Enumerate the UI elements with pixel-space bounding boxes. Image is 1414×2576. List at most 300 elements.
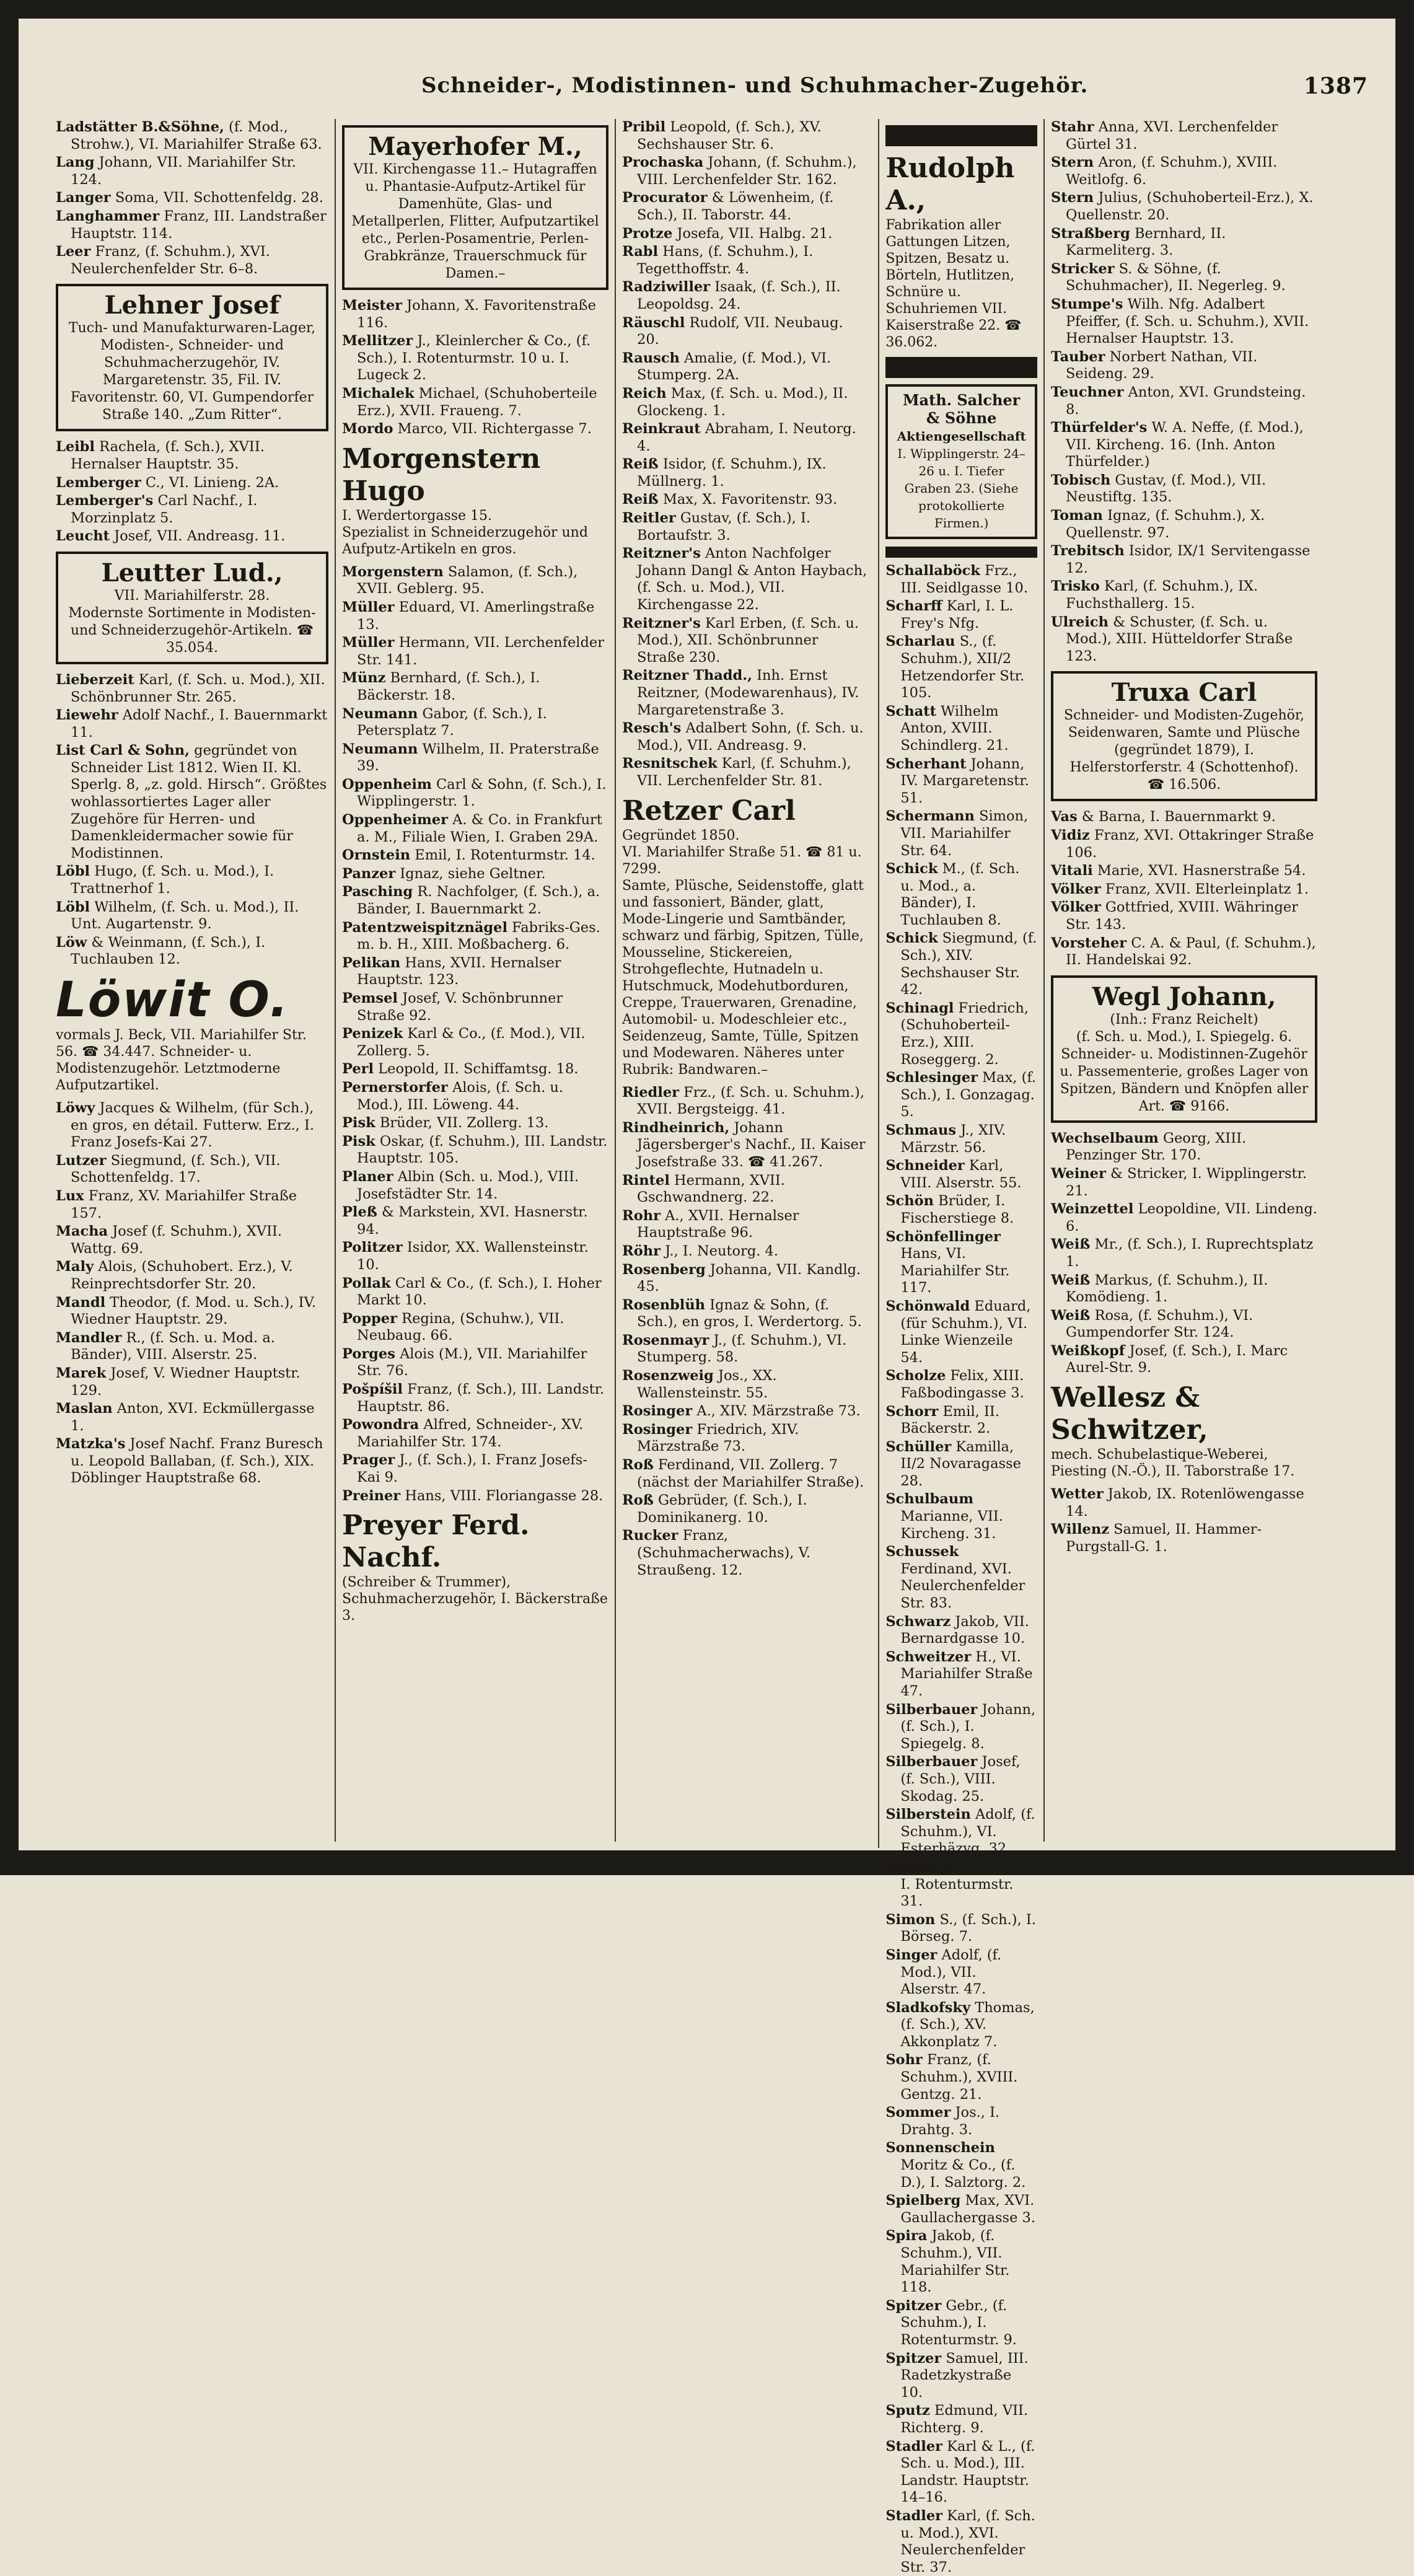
listing-name: Räuschl bbox=[622, 314, 685, 331]
listing-entry bbox=[342, 920, 608, 954]
advertisement-subtitle: Aktiengesellschaft bbox=[897, 429, 1026, 444]
listing-details: Rudolf, VII. Neubaug. 20. bbox=[637, 314, 843, 348]
listing-name: Schick bbox=[885, 930, 938, 947]
advertisement-title: Rudolph A., bbox=[885, 152, 1015, 216]
listing-entry bbox=[622, 1528, 869, 1579]
listing-entry bbox=[342, 741, 608, 775]
listing-name: Maslan bbox=[56, 1400, 113, 1417]
listing-name: Patentzweispitznägel bbox=[342, 919, 508, 936]
listing-entry bbox=[885, 2228, 1037, 2296]
listing-name: Völker bbox=[1051, 881, 1101, 897]
listing-name: Röhr bbox=[622, 1242, 661, 1259]
advertisement-block bbox=[342, 1510, 608, 1624]
listing-entry bbox=[1051, 1343, 1317, 1377]
listing-entry bbox=[342, 599, 608, 633]
listing-entry bbox=[56, 1400, 328, 1435]
listing-name: Stadler bbox=[885, 2507, 942, 2524]
advertisement-text: I. Werdertorgasse 15. bbox=[342, 508, 493, 524]
listing-details: Isaak, (f. Sch.), II. Leopoldsg. 24. bbox=[637, 279, 841, 312]
listing-details: Julius, (Schuhoberteil-Erz.), X. Quellenstr. 20. bbox=[1066, 190, 1314, 223]
column-3-right bbox=[878, 119, 1037, 2575]
listing-details: Friedrich, XIV. Märzstraße 73. bbox=[637, 1421, 799, 1455]
advertisement-title: Wellesz & Schwitzer, bbox=[1051, 1382, 1208, 1446]
listing-entry bbox=[885, 2438, 1037, 2507]
listing-entry bbox=[1051, 1272, 1317, 1306]
listing-details: Hans, (f. Schuhm.), I. Tegetthoffstr. 4. bbox=[637, 244, 814, 277]
listing-entry bbox=[1051, 1486, 1317, 1520]
listing-entry bbox=[622, 545, 869, 613]
listing-details: Hans, VIII. Floriangasse 28. bbox=[405, 1487, 604, 1504]
listing-details: Franz, XVII. Elterleinplatz 1. bbox=[1105, 881, 1309, 897]
listing-name: Pisk bbox=[342, 1133, 375, 1150]
decorative-bar bbox=[885, 547, 1037, 558]
listing-details: gegründet von Schneider List 1812. Wien II. Kl. Sperlg. 8, „z. gold. Hirsch“. Größtes wohlassortiertes Lager aller Zugehöre für Herren- und Damenkleidermacher sowie für Modistinnen. bbox=[71, 742, 327, 861]
listing-details: Josef, V. Schönbrunner Straße 92. bbox=[357, 990, 563, 1024]
listing-details: Wilh. Nfg. Adalbert Pfeiffer, (f. Sch. u. Schuhm.), XVII. Hernalser Hauptstr. 13. bbox=[1066, 296, 1309, 347]
listing-entry bbox=[885, 1491, 1037, 1542]
advertisement-text: Tuch- und Manufakturwaren-Lager, Modisten-, Schneider- und Schuhmacherzugehör, IV. Margaretenstr. 35, Fil. IV. Favoritenstr. 60, VI. Gumpendorfer Straße 140. „Zum Ritter“. bbox=[68, 320, 316, 423]
listing-name: Weiß bbox=[1051, 1236, 1091, 1253]
listing-name: Schüller bbox=[885, 1438, 952, 1455]
listing-details: Friedrich, (Schuhoberteil-Erz.), XIII. Roseggerg. 2. bbox=[900, 1000, 1029, 1068]
listing-details: Josef, (f. Sch.), VIII. Skodag. 25. bbox=[900, 1754, 1021, 1805]
listing-entry bbox=[56, 154, 328, 188]
listing-name: Rausch bbox=[622, 349, 680, 366]
listing-entry bbox=[885, 1614, 1037, 1648]
listing-entry bbox=[1051, 543, 1317, 577]
listing-entry bbox=[885, 1912, 1037, 1946]
listing-details: Jos., I. Drahtg. 3. bbox=[900, 2104, 1000, 2138]
listing-details: Brüder, I. Fischerstiege 8. bbox=[900, 1193, 1014, 1226]
listing-name: Ladstätter B.&Söhne, bbox=[56, 119, 224, 135]
listing-name: Schneider bbox=[885, 1158, 965, 1174]
listing-entry bbox=[1051, 1166, 1317, 1200]
listing-details: Salamon, (f. Sch.), XVII. Geblerg. 95. bbox=[357, 563, 578, 597]
listing-entry bbox=[56, 899, 328, 933]
listing-entry bbox=[56, 1365, 328, 1399]
listing-name: Straßberg bbox=[1051, 225, 1130, 242]
listing-entry bbox=[56, 1436, 328, 1487]
listing-details: Isidor, (f. Schuhm.), IX. Müllnerg. 1. bbox=[637, 456, 827, 490]
listing-details: H., VI. Mariahilfer Straße 47. bbox=[900, 1648, 1033, 1699]
listing-entry bbox=[342, 776, 608, 811]
listing-name: Neumann bbox=[342, 741, 418, 757]
listing-name: Schinagl bbox=[885, 1000, 954, 1016]
listing-details: J., Kleinlercher & Co., (f. Sch.), I. Rotenturmstr. 10 u. I. Lugeck 2. bbox=[357, 333, 591, 384]
listing-entry bbox=[342, 1026, 608, 1060]
column-divider bbox=[335, 119, 336, 1842]
listing-entry bbox=[622, 1262, 869, 1296]
listing-details: Amalie, (f. Mod.), VI. Stumperg. 2A. bbox=[637, 349, 832, 384]
listing-name: Rindheinrich, bbox=[622, 1119, 730, 1136]
listing-details: Norbert Nathan, VII. Seideng. 29. bbox=[1066, 348, 1258, 382]
listing-details: Anton, XVI. Eckmüllergasse 1. bbox=[71, 1400, 315, 1434]
decorative-bar bbox=[885, 125, 1037, 146]
listing-entry bbox=[342, 385, 608, 420]
listing-name: Langer bbox=[56, 190, 111, 206]
listing-entry bbox=[1051, 827, 1317, 861]
listing-details: Mr., (f. Sch.), I. Ruprechtsplatz 1. bbox=[1066, 1236, 1314, 1270]
listing-details: A., XVII. Hernalser Hauptstraße 96. bbox=[637, 1207, 799, 1241]
listing-entry bbox=[1051, 863, 1317, 880]
listing-name: Preiner bbox=[342, 1487, 401, 1504]
listing-entry bbox=[622, 1208, 869, 1242]
listing-details: Ignaz, (f. Schuhm.), X. Quellenstr. 97. bbox=[1066, 508, 1265, 541]
listing-name: Schweitzer bbox=[885, 1648, 972, 1665]
listing-details: Abraham, I. Neutorg. 4. bbox=[637, 421, 856, 454]
listing-entry bbox=[342, 564, 608, 598]
listing-name: Stumpe's bbox=[1051, 296, 1123, 312]
listing-entry bbox=[56, 1100, 328, 1151]
listing-name: Münz bbox=[342, 670, 386, 687]
listing-name: Reiß bbox=[622, 491, 659, 508]
listing-entry bbox=[885, 703, 1037, 755]
listing-entry bbox=[885, 1193, 1037, 1227]
listing-entry bbox=[1051, 1130, 1317, 1164]
listing-name: Pisk bbox=[342, 1115, 375, 1132]
advertisement-box bbox=[885, 384, 1037, 539]
listing-details: Michael, (Schuhoberteile Erz.), XVII. Fraueng. 7. bbox=[357, 385, 597, 419]
listing-entry bbox=[56, 742, 328, 862]
listing-details: Jakob, (f. Schuhm.), VII. Mariahilfer Str. 118. bbox=[900, 2228, 1010, 2296]
advertisement-title: Löwit O. bbox=[56, 972, 289, 1028]
listing-details: Josef, VII. Andreasg. 11. bbox=[114, 528, 286, 545]
listing-name: Sladkofsky bbox=[885, 1999, 971, 2016]
listing-name: Wetter bbox=[1051, 1486, 1104, 1503]
listing-entry bbox=[885, 2508, 1037, 2576]
advertisement-block bbox=[1051, 1382, 1317, 1480]
listing-entry bbox=[622, 119, 869, 153]
listing-entry bbox=[885, 1859, 1037, 1910]
advertisement-text: VII. Kirchengasse 11.– Hutagraffen u. Phantasie-Aufputz-Artikel für Damenhüte, Glas- und Metallperlen, Flitter, Aufputzartikel etc., Perlen-Posamentrie, Perlen-Grabkränze, Trauerschmuck für Damen.– bbox=[351, 162, 599, 281]
listing-details: Alois, (Schuhobert. Erz.), V. Reinprechtsdorfer Str. 20. bbox=[71, 1259, 293, 1292]
listing-details: C. A. & Paul, (f. Schuhm.), II. Handelskai 92. bbox=[1066, 934, 1316, 969]
listing-name: Mandl bbox=[56, 1294, 106, 1311]
listing-entry bbox=[885, 1368, 1037, 1402]
listing-name: Stricker bbox=[1051, 260, 1115, 277]
listing-name: Schmaus bbox=[885, 1122, 957, 1138]
listing-details: Simon, VII. Mariahilfer Str. 64. bbox=[900, 808, 1029, 859]
listing-name: Spielberg bbox=[885, 2192, 961, 2209]
listing-details: S., (f. Schuhm.), XII/2 Hetzendorfer Str. 105. bbox=[900, 633, 1025, 701]
listing-name: Löw bbox=[56, 934, 87, 951]
listing-name: Mordo bbox=[342, 421, 393, 437]
listing-name: Pošpíšil bbox=[342, 1381, 403, 1398]
listing-name: Procurator bbox=[622, 190, 708, 206]
listing-name: Schönfellinger bbox=[885, 1228, 1001, 1245]
listing-details: Johann, VII. Mariahilfer Str. 124. bbox=[71, 154, 296, 188]
listing-details: J., (f. Schuhm.), VI. Stumperg. 58. bbox=[637, 1332, 847, 1366]
listing-entry bbox=[342, 866, 608, 883]
listing-entry bbox=[342, 1169, 608, 1203]
listing-entry bbox=[622, 190, 869, 224]
listing-name: Reiß bbox=[622, 456, 659, 473]
listing-details: Max, X. Favoritenstr. 93. bbox=[662, 491, 838, 508]
advertisement-text: VII. Mariahilferstr. 28. bbox=[114, 587, 270, 604]
listing-details: Ferdinand, XVI. Neulerchenfelder Str. 83. bbox=[900, 1560, 1025, 1612]
advertisement-text: Schneider- und Modisten-Zugehör, Seidenwaren, Samte und Plüsche (gegründet 1879), I. Helferstorferstr. 4 (Schottenhof). ☎ 16.506. bbox=[1064, 708, 1304, 793]
decorative-bar bbox=[885, 357, 1037, 378]
listing-name: Rabl bbox=[622, 244, 659, 260]
listing-details: J., I. Neutorg. 4. bbox=[665, 1242, 779, 1259]
listing-details: Samuel, II. Hammer-Purgstall-G. 1. bbox=[1066, 1521, 1262, 1555]
listing-details: Gustav, (f. Sch.), I. Bortaufstr. 3. bbox=[637, 510, 811, 543]
listing-details: Thomas, (f. Sch.), XV. Akkonplatz 7. bbox=[900, 1999, 1035, 2050]
listing-name: Vitali bbox=[1051, 863, 1093, 879]
listing-name: Rosenblüh bbox=[622, 1296, 706, 1313]
listing-entry bbox=[885, 1122, 1037, 1156]
listing-entry bbox=[622, 491, 869, 509]
listing-entry bbox=[342, 1488, 608, 1505]
listing-name: Vorsteher bbox=[1051, 934, 1127, 951]
listing-name: Rosinger bbox=[622, 1421, 693, 1438]
listing-entry bbox=[56, 707, 328, 741]
listing-name: Scharff bbox=[885, 598, 942, 615]
listing-entry bbox=[56, 1223, 328, 1257]
listing-name: Pribil bbox=[622, 119, 666, 135]
listing-details: Siegmund, (f. Sch.), VII. Schottenfeldg. 17. bbox=[71, 1152, 281, 1186]
listing-entry bbox=[56, 119, 328, 153]
listing-name: Trisko bbox=[1051, 578, 1100, 595]
listing-name: Rosinger bbox=[622, 1403, 693, 1420]
listing-name: Rintel bbox=[622, 1172, 670, 1189]
listing-details: Leopold, II. Schiffamtsg. 18. bbox=[378, 1061, 579, 1078]
listing-entry bbox=[342, 297, 608, 332]
listing-name: Rosenzweig bbox=[622, 1368, 714, 1384]
listing-details: Leopoldine, VII. Lindeng. 6. bbox=[1066, 1201, 1317, 1234]
listing-name: Schermann bbox=[885, 808, 975, 825]
listing-name: Pollak bbox=[342, 1275, 391, 1291]
listing-entry bbox=[622, 1120, 869, 1171]
listing-name: Simon bbox=[885, 1911, 936, 1928]
listing-details: Gustav, (f. Mod.), VII. Neustiftg. 135. bbox=[1066, 472, 1267, 506]
listing-entry bbox=[622, 154, 869, 188]
listing-details: Bernhard, II. Karmeliterg. 3. bbox=[1066, 225, 1226, 259]
listing-details: Fabriks-Ges. m. b. H., XIII. Moßbacherg. 6. bbox=[357, 919, 600, 953]
listing-name: Weißkopf bbox=[1051, 1342, 1125, 1359]
listing-entry bbox=[342, 812, 608, 846]
listing-details: Franz, (f. Schuhm.), XVI. Neulerchenfelder Str. 6–8. bbox=[71, 244, 270, 277]
listing-name: Sputz bbox=[885, 2402, 930, 2419]
listing-details: Karl, I. L. Frey's Nfg. bbox=[900, 598, 1014, 631]
advertisement-box bbox=[342, 125, 608, 290]
listing-entry bbox=[885, 1754, 1037, 1805]
listing-name: Protze bbox=[622, 225, 673, 242]
listing-entry bbox=[622, 1457, 869, 1491]
listing-entry bbox=[1051, 154, 1317, 188]
listing-details: Gabor, (f. Sch.), I. Petersplatz 7. bbox=[357, 705, 547, 739]
advertisement-text: Modernste Sortimente in Modisten- und Schneiderzugehör-Artikeln. ☎ 35.054. bbox=[68, 605, 316, 656]
listing-entry bbox=[622, 315, 869, 349]
listing-details: Franz, XV. Mariahilfer Straße 157. bbox=[71, 1187, 297, 1221]
listing-entry bbox=[56, 1259, 328, 1293]
listing-name: Pasching bbox=[342, 884, 413, 900]
listing-name: Prager bbox=[342, 1452, 395, 1469]
listing-entry bbox=[885, 563, 1037, 597]
listing-entry bbox=[622, 755, 869, 789]
advertisement-title: Truxa Carl bbox=[1111, 678, 1257, 708]
listing-details: Marie, XVI. Hasnerstraße 54. bbox=[1097, 863, 1306, 879]
listing-name: Silberbauer bbox=[885, 1701, 978, 1718]
listing-entry bbox=[56, 475, 328, 492]
listing-details: Regina, (Schuhw.), VII. Neubaug. 66. bbox=[357, 1310, 564, 1344]
advertisement-block bbox=[622, 795, 869, 1078]
listing-name: Lux bbox=[56, 1187, 84, 1204]
page-number: 1387 bbox=[1303, 73, 1368, 99]
listing-entry bbox=[885, 633, 1037, 701]
listing-name: Matzka's bbox=[56, 1436, 126, 1453]
listing-name: Weiß bbox=[1051, 1307, 1091, 1324]
listing-entry bbox=[885, 1404, 1037, 1438]
column-3 bbox=[622, 119, 1037, 2575]
listing-name: Reinkraut bbox=[622, 421, 701, 437]
listing-entry bbox=[342, 1311, 608, 1345]
listing-entry bbox=[1051, 1236, 1317, 1270]
listing-details: Franz, III. Landstraßer Hauptstr. 114. bbox=[71, 208, 327, 242]
listing-entry bbox=[622, 1172, 869, 1207]
listing-details: Jos., XX. Wallensteinstr. 55. bbox=[637, 1368, 777, 1401]
advertisement-text: Spezialist in Schneiderzugehör und Aufputz-Artikeln en gros. bbox=[342, 524, 588, 557]
listing-details: Karl & L., (f. Sch. u. Mod.), III. Landstr. Hauptstr. 14–16. bbox=[900, 2438, 1035, 2506]
listing-details: C., VI. Linieng. 2A. bbox=[145, 474, 279, 491]
listing-details: Wilhelm, II. Praterstraße 39. bbox=[357, 741, 599, 775]
listing-entry bbox=[1051, 614, 1317, 666]
listing-details: Leopold, (f. Sch.), XV. Sechshauser Str. 6. bbox=[637, 119, 822, 152]
listing-name: Schlesinger bbox=[885, 1070, 978, 1086]
listing-entry bbox=[885, 2140, 1037, 2191]
advertisement-text: (Inh.: Franz Reichelt) bbox=[1110, 1011, 1258, 1027]
listing-entry bbox=[885, 861, 1037, 929]
listing-details: Marianne, VII. Kircheng. 31. bbox=[900, 1508, 1003, 1542]
column-3-left bbox=[622, 119, 869, 1848]
listing-entry bbox=[342, 1239, 608, 1273]
advertisement-text: (f. Sch. u. Mod.), I. Spiegelg. 6. Schneider- u. Modistinnen-Zugehör u. Passementerie, großes Lager von Spitzen, Bändern und Knöpfen aller Art. ☎ 9166. bbox=[1060, 1029, 1309, 1114]
listing-details: R., (f. Sch. u. Mod. a. Bänder), VIII. Alserstr. 25. bbox=[71, 1329, 275, 1363]
listing-details: Ignaz, siehe Geltner. bbox=[400, 865, 546, 882]
listing-entry bbox=[885, 1439, 1037, 1490]
advertisement-text: Fabrikation aller Gattungen Litzen, Spitzen, Besatz u. Börteln, Hutlitzen, Schnüre u. Schuhriemen VII. Kaiserstraße 22. ☎ 36.062. bbox=[885, 218, 1022, 350]
listing-name: Reitzner's bbox=[622, 545, 701, 562]
listing-entry bbox=[56, 1330, 328, 1364]
listing-details: Max, (f. Sch.), I. Gonzagag. 5. bbox=[900, 1070, 1037, 1120]
listing-details: Gottfried, XVIII. Währinger Str. 143. bbox=[1066, 899, 1299, 933]
listing-name: Rosenmayr bbox=[622, 1332, 709, 1348]
listing-details: Franz, (Schuhmacherwachs), V. Straußeng. 12. bbox=[637, 1528, 811, 1578]
listing-details: Isidor, XX. Wallensteinstr. 10. bbox=[357, 1239, 589, 1273]
listing-entry bbox=[56, 528, 328, 545]
listing-name: Perl bbox=[342, 1061, 374, 1078]
advertisement-box bbox=[1051, 975, 1317, 1123]
listing-entry bbox=[622, 456, 869, 490]
listing-name: Schulbaum bbox=[885, 1491, 974, 1508]
listing-name: Schick bbox=[885, 861, 938, 877]
listing-name: Lemberger's bbox=[56, 493, 154, 509]
listing-entry bbox=[1051, 384, 1317, 418]
listing-details: Anton Nachfolger Johann Dangl & Anton Haybach, (f. Sch. u. Mod.), VII. Kirchengasse 22. bbox=[637, 545, 867, 613]
listing-entry bbox=[342, 1346, 608, 1380]
listing-entry bbox=[342, 333, 608, 384]
listing-name: Schussek bbox=[885, 1544, 959, 1560]
listing-details: Edmund, VII. Richterg. 9. bbox=[900, 2402, 1029, 2436]
listing-name: Singer bbox=[885, 1946, 938, 1963]
listing-name: Reitzner Thadd., bbox=[622, 667, 752, 684]
running-header bbox=[421, 73, 1376, 110]
listing-name: Schorr bbox=[885, 1403, 939, 1420]
listing-entry bbox=[1051, 935, 1317, 969]
column-divider bbox=[1043, 119, 1045, 1842]
listing-details: Josef, (f. Sch.), I. Marc Aurel-Str. 9. bbox=[1066, 1342, 1288, 1376]
listing-name: Pelikan bbox=[342, 954, 401, 971]
listing-entry bbox=[622, 720, 869, 754]
listing-details: Frz., III. Seidlgasse 10. bbox=[900, 563, 1028, 596]
column-2 bbox=[342, 119, 608, 1848]
listing-entry bbox=[622, 385, 869, 420]
listing-details: Isidor, IX/1 Servitengasse 12. bbox=[1066, 543, 1311, 576]
listing-name: Tauber bbox=[1051, 348, 1105, 365]
listing-details: Hermann, VII. Lerchenfelder Str. 141. bbox=[357, 635, 604, 668]
listing-details: (f. Mod., Strohw.), VI. Mariahilfer Straße 63. bbox=[71, 119, 322, 152]
listing-details: Wilhelm, (f. Sch. u. Mod.), II. Unt. Augartenstr. 9. bbox=[71, 899, 299, 933]
listing-entry bbox=[56, 493, 328, 527]
listing-details: Karl, (f. Schuhm.), VII. Lerchenfelder Str. 81. bbox=[637, 755, 851, 789]
listing-entry bbox=[622, 226, 869, 243]
listing-details: Alois (M.), VII. Mariahilfer Str. 76. bbox=[357, 1345, 587, 1379]
listing-details: R. Nachfolger, (f. Sch.), a. Bänder, I. Bauernmarkt 2. bbox=[357, 884, 600, 918]
listing-entry bbox=[1051, 349, 1317, 383]
listing-entry bbox=[885, 1158, 1037, 1192]
advertisement-title: Math. Salcher & Söhne bbox=[902, 391, 1021, 427]
listing-entry bbox=[885, 1298, 1037, 1366]
column-4 bbox=[1051, 119, 1317, 1848]
listing-details: Adolf Nachf., I. Bauernmarkt 11. bbox=[71, 707, 328, 741]
listing-name: Mellitzer bbox=[342, 333, 413, 349]
listing-entry bbox=[622, 1403, 869, 1420]
listing-name: Vas bbox=[1051, 809, 1078, 825]
listing-name: Rohr bbox=[622, 1207, 661, 1224]
listing-entry bbox=[56, 190, 328, 207]
listing-details: Oskar, (f. Schuhm.), III. Landstr. Hauptstr. 105. bbox=[357, 1133, 608, 1167]
listing-name: Mandler bbox=[56, 1329, 122, 1346]
listing-name: Weinzettel bbox=[1051, 1201, 1134, 1218]
listing-details: Adolf, (f. Schuhm.), VI. Esterhäzyg. 32. bbox=[900, 1806, 1035, 1857]
listing-name: Stern bbox=[1051, 190, 1094, 206]
listing-entry bbox=[885, 1649, 1037, 1700]
listing-entry bbox=[1051, 420, 1317, 471]
listing-details: Frz., (f. Sch. u. Schuhm.), XVII. Bergsteigg. 41. bbox=[637, 1084, 864, 1118]
listing-name: Marek bbox=[56, 1365, 107, 1381]
advertisement-title: Wegl Johann, bbox=[1092, 982, 1276, 1011]
advertisement-box bbox=[1051, 671, 1317, 801]
listing-entry bbox=[342, 1275, 608, 1309]
listing-details: Karl, (f. Sch. u. Mod.), XII. Schönbrunner Str. 265. bbox=[71, 671, 325, 705]
listing-entry bbox=[1051, 1308, 1317, 1342]
listing-name: Roß bbox=[622, 1492, 654, 1509]
listing-name: Schönwald bbox=[885, 1298, 970, 1314]
listing-details: Brüder, VII. Zollerg. 13. bbox=[379, 1115, 549, 1132]
listing-entry bbox=[342, 990, 608, 1024]
listing-details: Anna, XVI. Lerchenfelder Gürtel 31. bbox=[1066, 119, 1278, 152]
listing-details: Emil, I. Rotenturmstr. 14. bbox=[415, 847, 595, 864]
listing-name: Pleß bbox=[342, 1204, 377, 1221]
listing-name: Sonnenschein bbox=[885, 2140, 995, 2156]
listing-entry bbox=[622, 1492, 869, 1526]
listing-details: Josef, V. Wiedner Hauptstr. 129. bbox=[71, 1365, 301, 1399]
listing-details: Johann, (f. Schuhm.), VIII. Lerchenfelder Str. 162. bbox=[637, 154, 857, 188]
listing-entry bbox=[1051, 809, 1317, 826]
listing-entry bbox=[342, 955, 608, 989]
listing-entry bbox=[1051, 472, 1317, 506]
listing-name: Ulreich bbox=[1051, 613, 1109, 630]
